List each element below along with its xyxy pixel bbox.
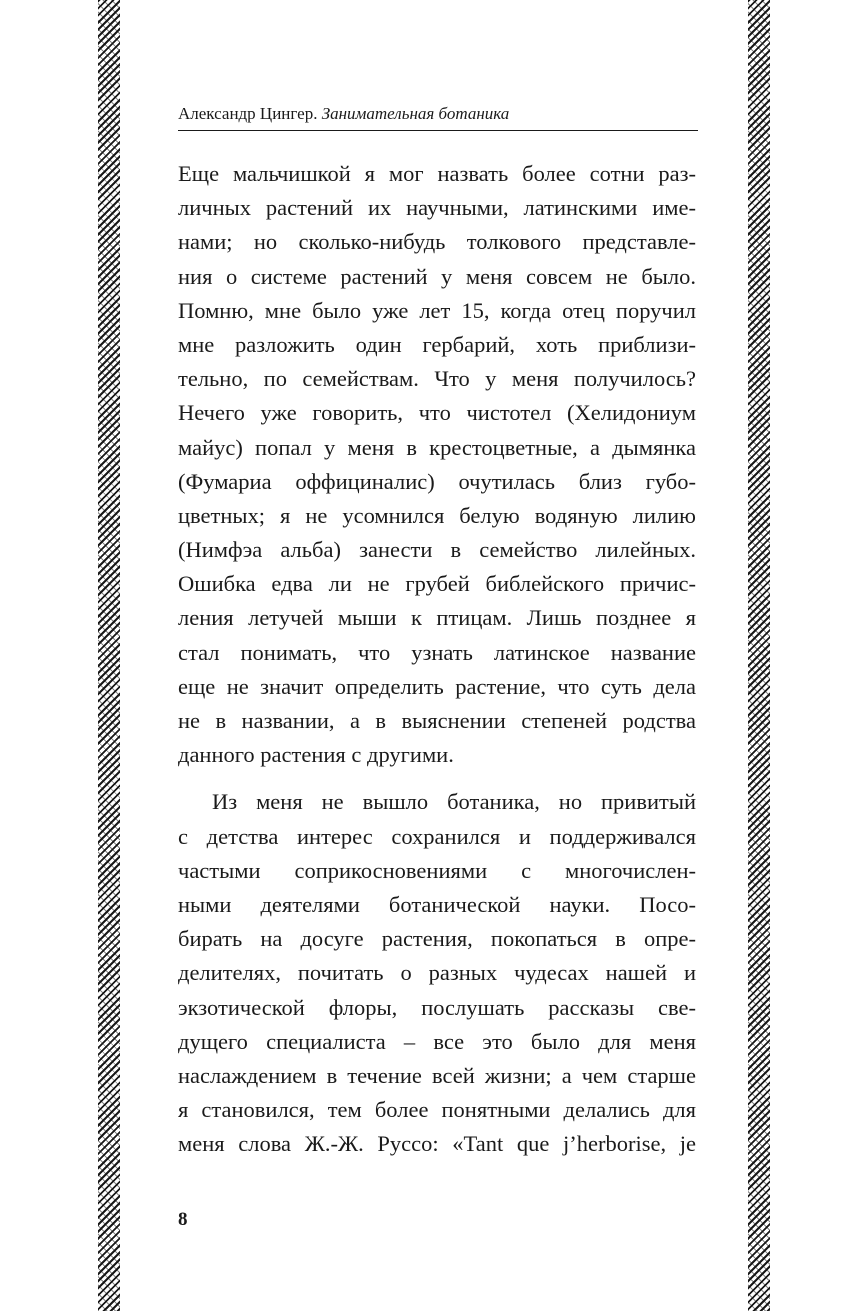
- text-line: Нечего уже говорить, что чистотел (Хелидониум: [178, 400, 696, 426]
- text-line: цветных; я не усомнился белую водяную лилию: [178, 502, 696, 528]
- text-line: нами; но сколько-нибудь толкового представле-: [178, 229, 696, 255]
- text-line: я становился, тем более понятными делались для: [178, 1097, 696, 1123]
- text-line: личных растений их научными, латинскими име-: [178, 195, 696, 221]
- text-line: меня слова Ж.-Ж. Руссо: «Tant que j’herborise, je: [178, 1131, 696, 1157]
- running-head-title: Занимательная ботаника: [321, 104, 510, 123]
- running-head-author: Александр Цингер.: [178, 104, 318, 123]
- text-line: майус) попал у меня в крестоцветные, а дымянка: [178, 434, 696, 460]
- text-line: наслаждением в течение всей жизни; а чем старше: [178, 1062, 696, 1088]
- text-line: Из меня не вышло ботаника, но привитый: [212, 789, 696, 815]
- text-line: не в названии, а в выяснении степеней родства: [178, 708, 696, 733]
- text-line: тельно, по семействам. Что у меня получилось?: [178, 366, 696, 392]
- paragraph-gap: [178, 772, 696, 785]
- text-line: ния о системе растений у меня совсем не было.: [178, 263, 696, 289]
- text-line: (Нимфэа альба) занести в семейство лилейных.: [178, 537, 696, 563]
- decorative-border-left: [98, 0, 120, 1311]
- text-line: дущего специалиста – все это было для меня: [178, 1028, 696, 1054]
- paragraph: [178, 157, 696, 772]
- text-line: (Фумариа оффициналис) очутилась близ губо-: [178, 468, 696, 494]
- text-line: экзотической флоры, послушать рассказы све-: [178, 994, 696, 1020]
- text-line: ными деятелями ботанической науки. Посо-: [178, 891, 696, 917]
- text-line: Еще мальчишкой я мог назвать более сотни раз-: [178, 161, 696, 186]
- page-number: 8: [178, 1209, 188, 1230]
- text-line: Помню, мне было уже лет 15, когда отец поручил: [178, 297, 696, 323]
- text-line: ления летучей мыши к птицам. Лишь позднее я: [178, 605, 696, 631]
- text-line: стал понимать, что узнать латинское название: [178, 639, 696, 665]
- text-line: частыми соприкосновениями с многочислен-: [178, 857, 696, 883]
- text-line: еще не значит определить растение, что суть дела: [178, 673, 696, 699]
- text-line: данного растения с другими.: [178, 742, 454, 768]
- paragraph: [178, 785, 696, 1161]
- text-line: Ошибка едва ли не грубей библейского причис-: [178, 571, 696, 597]
- text-line: с детства интерес сохранился и поддерживался: [178, 823, 696, 849]
- header-rule: [178, 130, 698, 131]
- text-line: делителях, почитать о разных чудесах нашей и: [178, 960, 696, 986]
- decorative-border-right: [748, 0, 770, 1311]
- running-head: [178, 103, 698, 125]
- text-line: бирать на досуге растения, покопаться в опре-: [178, 926, 696, 952]
- body-text: [178, 157, 696, 1161]
- text-line: мне разложить один гербарий, хоть приблизи-: [178, 331, 696, 357]
